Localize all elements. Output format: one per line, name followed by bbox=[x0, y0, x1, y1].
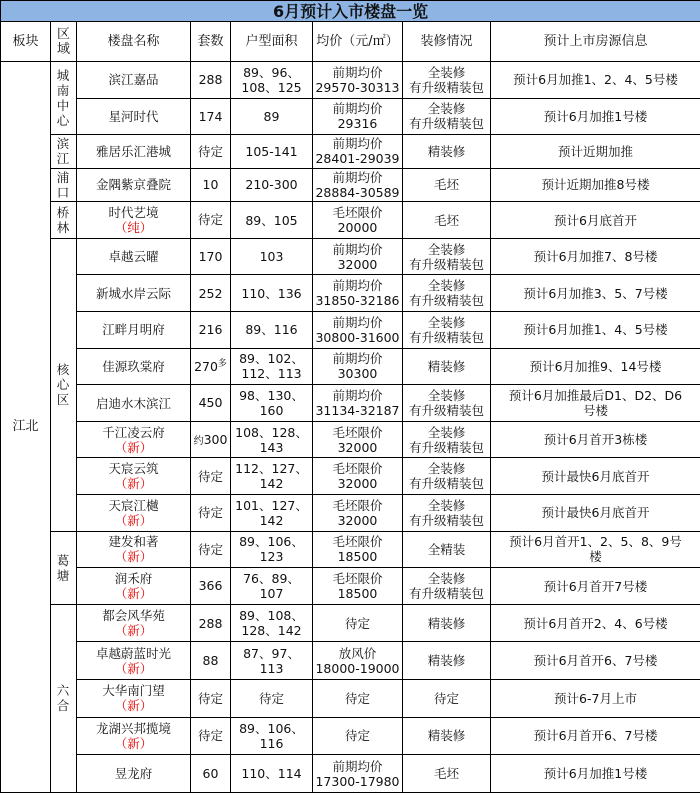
table-row bbox=[1, 238, 700, 275]
source-cell: 预计最快6月底首开 bbox=[491, 495, 700, 532]
project-name-cell bbox=[77, 421, 191, 458]
source-cell: 预计6月首开7号楼 bbox=[491, 568, 700, 605]
project-badge: （新） bbox=[114, 512, 153, 528]
units-value: 300 bbox=[203, 432, 228, 448]
project-name: 启迪水木滨江 bbox=[95, 395, 171, 411]
project-name: 卓越云曜 bbox=[108, 249, 159, 265]
units-cell bbox=[191, 385, 231, 422]
decoration-cell: 精装修 bbox=[403, 642, 491, 680]
project-name-cell bbox=[77, 717, 191, 755]
source-cell: 预计6月首开1、2、5、8、9号 楼 bbox=[491, 531, 700, 568]
project-name: 佳源玖棠府 bbox=[102, 358, 165, 374]
units-value: 待定 bbox=[197, 144, 223, 160]
size-cell: 98、130、 160 bbox=[231, 385, 313, 422]
units-cell bbox=[191, 755, 231, 793]
units-value: 待定 bbox=[197, 728, 223, 744]
project-name-cell bbox=[77, 755, 191, 793]
decoration-cell: 全装修 有升级精装包 bbox=[403, 61, 491, 98]
project-name: 时代艺境 bbox=[108, 205, 159, 221]
table-row bbox=[1, 755, 700, 793]
project-name-cell bbox=[77, 135, 191, 169]
table-row bbox=[1, 168, 700, 202]
decoration-cell: 毛坯 bbox=[403, 202, 491, 239]
project-badge: （新） bbox=[114, 735, 153, 751]
project-name: 润禾府 bbox=[114, 571, 153, 586]
project-badge: （新） bbox=[114, 439, 153, 455]
project-badge: （新） bbox=[114, 586, 153, 601]
project-name: 天宸云筑 bbox=[108, 461, 159, 477]
project-badge: （新） bbox=[114, 698, 153, 714]
project-name-cell bbox=[77, 604, 191, 642]
decoration-cell: 全装修 有升级精装包 bbox=[403, 458, 491, 495]
table-row bbox=[1, 348, 700, 385]
project-name-cell bbox=[77, 312, 191, 349]
project-name-cell bbox=[77, 168, 191, 202]
price-cell: 前期均价 30300 bbox=[313, 348, 403, 385]
decoration-cell: 全装修 有升级精装包 bbox=[403, 98, 491, 135]
project-name-cell bbox=[77, 531, 191, 568]
units-value: 待定 bbox=[197, 212, 223, 228]
units-cell bbox=[191, 348, 231, 385]
size-cell: 76、89、 107 bbox=[231, 568, 313, 605]
table-row bbox=[1, 135, 700, 169]
region-cell: 桥 林 bbox=[51, 202, 77, 239]
source-cell: 预计6月加推3、5、7号楼 bbox=[491, 275, 700, 312]
size-cell: 89、96、 108、125 bbox=[231, 61, 313, 98]
project-name: 天宸江樾 bbox=[108, 497, 159, 513]
region-cell: 滨 江 bbox=[51, 135, 77, 169]
price-cell: 前期均价 32000 bbox=[313, 238, 403, 275]
project-badge: （新） bbox=[114, 549, 153, 565]
table-row bbox=[1, 604, 700, 642]
project-name: 新城水岸云际 bbox=[95, 285, 171, 301]
units-cell bbox=[191, 531, 231, 568]
project-name: 龙湖兴邦揽境 bbox=[95, 720, 171, 736]
size-cell: 110、114 bbox=[231, 755, 313, 793]
header-size: 户型面积 bbox=[231, 22, 313, 62]
source-cell: 预计6月加推1、2、4、5号楼 bbox=[491, 61, 700, 98]
source-cell: 预计6月底首开 bbox=[491, 202, 700, 239]
units-value: 待定 bbox=[197, 690, 223, 706]
price-cell: 前期均价 31134-32187 bbox=[313, 385, 403, 422]
units-value: 60 bbox=[202, 766, 219, 782]
size-cell: 89、106、 123 bbox=[231, 531, 313, 568]
units-value: 170 bbox=[198, 249, 223, 265]
price-cell: 待定 bbox=[313, 680, 403, 718]
project-name-cell bbox=[77, 568, 191, 605]
size-cell: 89、108、 128、142 bbox=[231, 604, 313, 642]
units-suffix: 多 bbox=[217, 358, 227, 369]
plate-cell: 江北 bbox=[1, 61, 51, 792]
decoration-cell: 全装修 有升级精装包 bbox=[403, 421, 491, 458]
units-cell bbox=[191, 135, 231, 169]
table-row bbox=[1, 531, 700, 568]
decoration-cell: 全装修 有升级精装包 bbox=[403, 385, 491, 422]
decoration-cell: 精装修 bbox=[403, 348, 491, 385]
header-price: 均价（元/㎡） bbox=[313, 22, 403, 62]
region-cell: 葛 塘 bbox=[51, 531, 77, 604]
units-cell bbox=[191, 238, 231, 275]
table-row bbox=[1, 385, 700, 422]
size-cell: 87、97、 113 bbox=[231, 642, 313, 680]
size-cell: 89、105 bbox=[231, 202, 313, 239]
units-cell bbox=[191, 202, 231, 239]
project-name-cell bbox=[77, 275, 191, 312]
units-value: 待定 bbox=[197, 541, 223, 557]
project-name: 金隅紫京叠院 bbox=[95, 177, 171, 193]
source-cell: 预计近期加推 bbox=[491, 135, 700, 169]
units-cell bbox=[191, 604, 231, 642]
table-row bbox=[1, 568, 700, 605]
units-prefix: 约 bbox=[193, 436, 204, 448]
table-row bbox=[1, 61, 700, 98]
size-cell: 105-141 bbox=[231, 135, 313, 169]
source-cell: 预计6月首开2、4、6号楼 bbox=[491, 604, 700, 642]
size-cell: 112、127、 142 bbox=[231, 458, 313, 495]
project-name: 卓越蔚蓝时光 bbox=[95, 645, 171, 661]
table-row bbox=[1, 642, 700, 680]
project-name: 星河时代 bbox=[108, 108, 159, 124]
header-row bbox=[1, 22, 700, 62]
decoration-cell: 全装修 有升级精装包 bbox=[403, 568, 491, 605]
units-cell bbox=[191, 458, 231, 495]
table-row bbox=[1, 680, 700, 718]
decoration-cell: 待定 bbox=[403, 680, 491, 718]
source-cell: 预计6月首开3栋楼 bbox=[491, 421, 700, 458]
units-cell bbox=[191, 642, 231, 680]
table-row bbox=[1, 495, 700, 532]
size-cell: 101、127、 142 bbox=[231, 495, 313, 532]
size-cell: 103 bbox=[231, 238, 313, 275]
size-cell: 89 bbox=[231, 98, 313, 135]
units-value: 252 bbox=[198, 285, 223, 301]
source-cell: 预计最快6月底首开 bbox=[491, 458, 700, 495]
project-name-cell bbox=[77, 348, 191, 385]
table-row bbox=[1, 458, 700, 495]
price-cell: 待定 bbox=[313, 717, 403, 755]
source-cell: 预计6月加推7、8号楼 bbox=[491, 238, 700, 275]
header-area: 区 域 bbox=[51, 22, 77, 62]
units-cell bbox=[191, 61, 231, 98]
header-plate: 板块 bbox=[1, 22, 51, 62]
project-name: 雅居乐汇港城 bbox=[95, 143, 171, 159]
decoration-cell: 精装修 bbox=[403, 717, 491, 755]
project-name: 江畔月明府 bbox=[102, 322, 165, 338]
size-cell: 89、106、 116 bbox=[231, 717, 313, 755]
project-name: 大华南门望 bbox=[102, 683, 165, 699]
price-cell: 毛坯限价 32000 bbox=[313, 421, 403, 458]
project-badge: （新） bbox=[114, 476, 153, 492]
table-row bbox=[1, 98, 700, 135]
units-value: 288 bbox=[198, 615, 223, 631]
source-cell: 预计6月首开6、7号楼 bbox=[491, 642, 700, 680]
decoration-cell: 毛坯 bbox=[403, 168, 491, 202]
decoration-cell: 毛坯 bbox=[403, 755, 491, 793]
price-cell: 前期均价 29316 bbox=[313, 98, 403, 135]
units-value: 270 bbox=[194, 359, 218, 375]
price-cell: 毛坯限价 32000 bbox=[313, 495, 403, 532]
size-cell: 89、116 bbox=[231, 312, 313, 349]
price-cell: 放风价 18000-19000 bbox=[313, 642, 403, 680]
units-cell bbox=[191, 421, 231, 458]
decoration-cell: 全装修 有升级精装包 bbox=[403, 495, 491, 532]
price-cell: 前期均价 17300-17980 bbox=[313, 755, 403, 793]
decoration-cell: 全装修 有升级精装包 bbox=[403, 275, 491, 312]
project-name: 建发和著 bbox=[108, 534, 159, 550]
units-value: 450 bbox=[198, 395, 223, 411]
project-name-cell bbox=[77, 385, 191, 422]
header-source: 预计上市房源信息 bbox=[491, 22, 700, 62]
size-cell: 待定 bbox=[231, 680, 313, 718]
price-cell: 毛坯限价 18500 bbox=[313, 531, 403, 568]
project-name-cell bbox=[77, 642, 191, 680]
units-cell bbox=[191, 275, 231, 312]
source-cell: 预计6月加推1号楼 bbox=[491, 98, 700, 135]
table-row bbox=[1, 717, 700, 755]
price-cell: 毛坯限价 20000 bbox=[313, 202, 403, 239]
units-value: 288 bbox=[198, 72, 223, 88]
source-cell: 预计6月加推1、4、5号楼 bbox=[491, 312, 700, 349]
units-cell bbox=[191, 168, 231, 202]
units-value: 216 bbox=[198, 322, 223, 338]
project-name-cell bbox=[77, 61, 191, 98]
page-title: 6月预计入市楼盘一览 bbox=[1, 1, 700, 22]
size-cell: 210-300 bbox=[231, 168, 313, 202]
header-name: 楼盘名称 bbox=[77, 22, 191, 62]
units-value: 88 bbox=[202, 653, 219, 669]
decoration-cell: 精装修 bbox=[403, 135, 491, 169]
project-name-cell bbox=[77, 238, 191, 275]
units-value: 待定 bbox=[197, 505, 223, 521]
source-cell: 预计6月加推最后D1、D2、D6 号楼 bbox=[491, 385, 700, 422]
table-row bbox=[1, 312, 700, 349]
project-name-cell bbox=[77, 202, 191, 239]
price-cell: 前期均价 28401-29039 bbox=[313, 135, 403, 169]
price-cell: 前期均价 28884-30589 bbox=[313, 168, 403, 202]
units-value: 366 bbox=[198, 578, 223, 594]
title-row bbox=[1, 1, 700, 22]
source-cell: 预计6月首开6、7号楼 bbox=[491, 717, 700, 755]
price-cell: 毛坯限价 32000 bbox=[313, 458, 403, 495]
source-cell: 预计6月加推9、14号楼 bbox=[491, 348, 700, 385]
units-value: 174 bbox=[198, 108, 223, 124]
units-cell bbox=[191, 312, 231, 349]
price-cell: 前期均价 30800-31600 bbox=[313, 312, 403, 349]
units-cell bbox=[191, 568, 231, 605]
units-cell bbox=[191, 98, 231, 135]
size-cell: 89、102、 112、113 bbox=[231, 348, 313, 385]
header-units: 套数 bbox=[191, 22, 231, 62]
region-cell: 六 合 bbox=[51, 604, 77, 792]
project-name-cell bbox=[77, 98, 191, 135]
project-name: 昱龙府 bbox=[114, 766, 153, 782]
decoration-cell: 全装修 有升级精装包 bbox=[403, 312, 491, 349]
project-badge: （新） bbox=[114, 623, 153, 639]
decoration-cell: 全精装 bbox=[403, 531, 491, 568]
source-cell: 预计近期加推8号楼 bbox=[491, 168, 700, 202]
region-cell: 浦 口 bbox=[51, 168, 77, 202]
source-cell: 预计6月加推1号楼 bbox=[491, 755, 700, 793]
decoration-cell: 精装修 bbox=[403, 604, 491, 642]
project-name-cell bbox=[77, 458, 191, 495]
price-cell: 前期均价 31850-32186 bbox=[313, 275, 403, 312]
project-name-cell bbox=[77, 495, 191, 532]
project-name: 千江凌云府 bbox=[102, 424, 165, 440]
size-cell: 108、128、 143 bbox=[231, 421, 313, 458]
units-cell bbox=[191, 680, 231, 718]
header-decoration: 装修情况 bbox=[403, 22, 491, 62]
price-cell: 毛坯限价 18500 bbox=[313, 568, 403, 605]
table-row bbox=[1, 202, 700, 239]
region-cell: 城 南 中 心 bbox=[51, 61, 77, 134]
project-name: 滨江嘉品 bbox=[108, 72, 159, 88]
project-name: 都会风华苑 bbox=[102, 608, 165, 624]
size-cell: 110、136 bbox=[231, 275, 313, 312]
price-cell: 待定 bbox=[313, 604, 403, 642]
project-badge: （新） bbox=[114, 660, 153, 676]
project-name-cell bbox=[77, 680, 191, 718]
decoration-cell: 全装修 有升级精装包 bbox=[403, 238, 491, 275]
table-row bbox=[1, 421, 700, 458]
units-value: 待定 bbox=[197, 468, 223, 484]
region-cell: 核 心 区 bbox=[51, 238, 77, 531]
units-value: 10 bbox=[202, 177, 219, 193]
price-cell: 前期均价 29570-30313 bbox=[313, 61, 403, 98]
table-row bbox=[1, 275, 700, 312]
units-cell bbox=[191, 717, 231, 755]
source-cell: 预计6-7月上市 bbox=[491, 680, 700, 718]
project-badge: （纯） bbox=[114, 220, 153, 236]
units-cell bbox=[191, 495, 231, 532]
